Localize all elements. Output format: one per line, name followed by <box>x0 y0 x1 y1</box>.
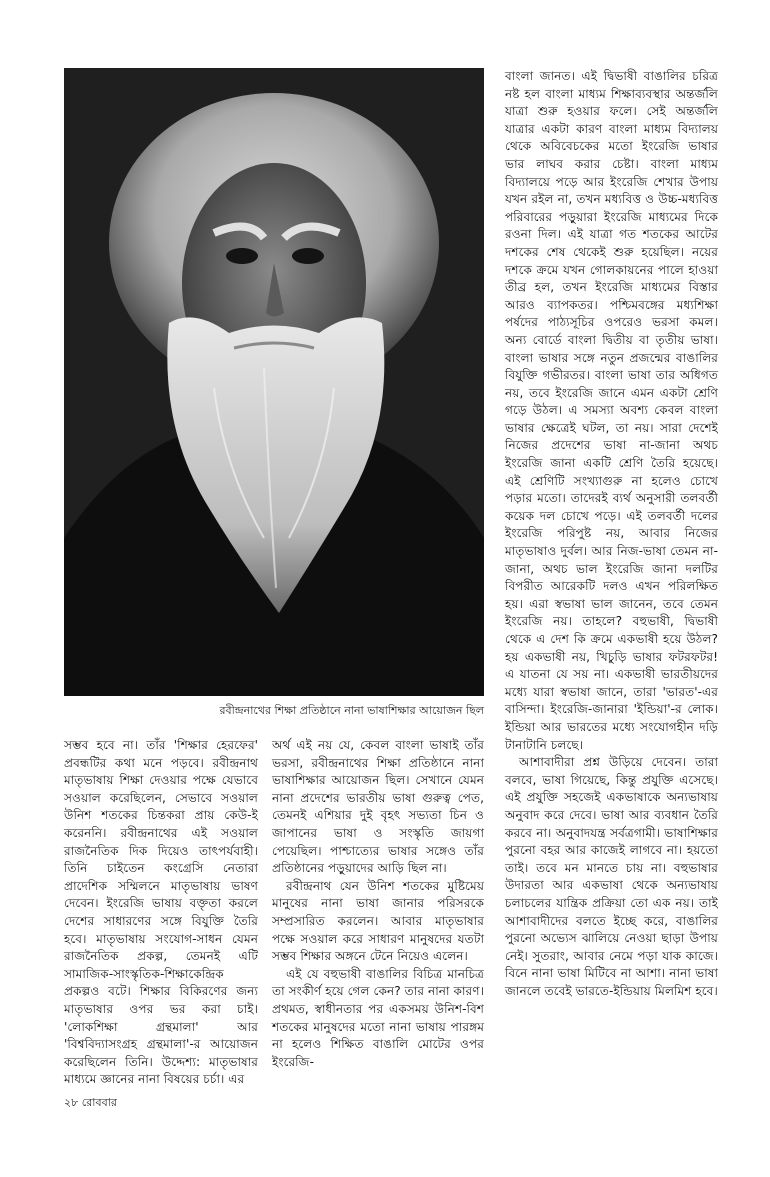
paragraph: সম্ভব হবে না। তাঁর 'শিক্ষার হেরফের' প্রবন্ধটির কথা মনে পড়বে। রবীন্দ্রনাথ মাতৃভাষায় শিক্ষা দেওয়ার পক্ষে যেভাবে সওয়াল করেছিলেন, সেভাবে সওয়াল উনিশ শতকের চিন্তকরা প্রায় কেউ-ই করেননি। রবীন্দ্রনাথের এই সওয়াল রাজনৈতিক দিক দিয়েও তাৎপর্যবাহী। তিনি চাইতেন কংগ্রেসি নেতারা প্রাদেশিক সম্মিলনে মাতৃভাষায় ভাষণ দেবেন। ইংরেজি ভাষায় বক্তৃতা করলে দেশের সাধারণের সঙ্গে বিযুক্তি তৈরি হবে। মাতৃভাষায় সংযোগ-সাধন যেমন রাজনৈতিক প্রকল্প, তেমনই এটি সামাজিক-সাংস্কৃতিক-শিক্ষাকেন্দ্রিক প্রকল্পও বটে। শিক্ষার বিকিরণের জন্য মাতৃভাষার ওপর ভর করা চাই। 'লোকশিক্ষা গ্রন্থমালা' আর 'বিশ্ববিদ্যাসংগ্রহ গ্রন্থমালা'-র আয়োজন করেছিলেন তিনি। উদ্দেশ্য: মাতৃভাষার মাধ্যমে জ্ঞানের নানা বিষয়ের চর্চা। এর <box>64 738 258 1087</box>
portrait-illustration <box>64 68 484 696</box>
paragraph: অর্থ এই নয় যে, কেবল বাংলা ভাষাই তাঁর ভরসা, রবীন্দ্রনাথের শিক্ষা প্রতিষ্ঠানে নানা ভাষাশিক্ষার আয়োজন ছিল। সেখানে যেমন নানা প্রদেশের ভারতীয় ভাষা গুরুত্ব পেত, তেমনই এশিয়ার দুই বৃহৎ সভ্যতা চিন ও জাপানের ভাষা ও সংস্কৃতি জায়গা পেয়েছিল। পাশ্চাত্যের ভাষার সঙ্গেও তাঁর প্রতিষ্ঠানের পড়ুয়াদের আড়ি ছিল না। <box>272 738 484 876</box>
photo-caption: রবীন্দ্রনাথের শিক্ষা প্রতিষ্ঠানে নানা ভাষাশিক্ষার আয়োজন ছিল <box>219 704 484 717</box>
portrait-photo <box>64 68 484 696</box>
paragraph: রবীন্দ্রনাথ যেন উনিশ শতকের মুষ্টিমেয় মানুষের নানা ভাষা জানার পরিসরকে সম্প্রসারিত করলেন। আবার মাতৃভাষার পক্ষে সওয়াল করে সাধারণ মানুষদের যতটা সম্ভব শিক্ষার অঙ্গনে টেনে নিয়েও এলেন। <box>272 878 484 964</box>
article-column-left <box>64 737 258 1089</box>
article-column-right <box>505 68 718 1000</box>
paragraph: বাংলা জানত। এই দ্বিভাষী বাঙালির চরিত্র নষ্ট হল বাংলা মাধ্যম শিক্ষাব্যবস্থার অন্তর্জলি যাত্রা শুরু হওয়ার ফলে। সেই অন্তর্জলি যাত্রার একটা কারণ বাংলা মাধ্যম বিদ্যালয় থেকে অবিবেচকের মতো ইংরেজি ভাষার ভার লাঘব করার চেষ্টা। বাংলা মাধ্যম বিদ্যালয়ে পড়ে আর ইংরেজি শেখার উপায় যখন রইল না, তখন মধ্যবিত্ত ও উচ্চ-মধ্যবিত্ত পরিবারের পড়ুয়ারা ইংরেজি মাধ্যমের দিকে রওনা দিল। এই যাত্রা গত শতকের আটের দশকের শেষ থেকেই শুরু হয়েছিল। নয়ের দশকে ক্রমে যখন গোলকায়নের পালে হাওয়া তীব্র হল, তখন ইংরেজি মাধ্যমের বিস্তার আরও ব্যাপকতর। পশ্চিমবঙ্গের মধ্যশিক্ষা পর্ষদের পাঠ্যসূচির ওপরেও ভরসা কমল। অন্য বোর্ডে বাংলা দ্বিতীয় বা তৃতীয় ভাষা। বাংলা ভাষার সঙ্গে নতুন প্রজন্মের বাঙালির বিযুক্তি গভীরতর। বাংলা ভাষা তার অধিগত নয়, তবে ইংরেজি জানে এমন একটা শ্রেণি গড়ে উঠল। এ সমস্যা অবশ্য কেবল বাংলা ভাষার ক্ষেত্রেই ঘটল, তা নয়। সারা দেশেই নিজের প্রদেশের ভাষা না-জানা অথচ ইংরেজি জানা একটি শ্রেণি তৈরি হয়েছে। এই শ্রেণিটি সংখ্যাগুরু না হলেও চোখে পড়ার মতো। তাদেরই ব্যর্থ অনুসারী তলবর্তী কয়েক দল চোখে পড়ে। এই তলবর্তী দলের ইংরেজি পরিপুষ্ট নয়, আবার নিজের মাতৃভাষাও দুর্বল। আর নিজ-ভাষা তেমন না-জানা, অথচ ভাল ইংরেজি জানা দলটির বিপরীত আরেকটি দলও এখন পরিলক্ষিত হয়। এরা স্বভাষা ভাল জানেন, তবে তেমন ইংরেজি নয়। তাহলে? বহুভাষী, দ্বিভাষী থেকে এ দেশ কি ক্রমে একভাষী হয়ে উঠল? হয় একভাষী নয়, খিচুড়ি ভাষার ফটরফটর! এ যাতনা যে সয় না। একভাষী ভারতীয়দের মধ্যে যারা স্বভাষা জানে, তারা 'ভারত'-এর বাসিন্দা। ইংরেজি-জানারা 'ইন্ডিয়া'-র লোক। ইন্ডিয়া আর ভারতের মধ্যে সংযোগহীন দড়ি টানাটানি চলছে। <box>505 69 718 752</box>
paragraph: এই যে বহুভাষী বাঙালির বিচিত্র মানচিত্র তা সংকীর্ণ হয়ে গেল কেন? তার নানা কারণ। প্রথমত, স্বাধীনতার পর একসময় উনিশ-বিশ শতকের মানুষদের মতো নানা ভাষায় পারঙ্গম না হলেও শিক্ষিত বাঙালি মোটের ওপর ইংরেজি- <box>272 966 484 1069</box>
page-footer: ২৮ রোববার <box>64 1096 117 1109</box>
article-column-middle <box>272 737 484 1071</box>
paragraph: আশাবাদীরা প্রশ্ন উড়িয়ে দেবেন। তারা বলবে, ভাষা গিয়েছে, কিন্তু প্রযুক্তি এসেছে। এই প্রযুক্তি সহজেই একভাষাকে অন্যভাষায় অনুবাদ করে দেবে। ভাষা আর ব্যবধান তৈরি করবে না। অনুবাদযন্ত্র সর্বত্রগামী। ভাষাশিক্ষার পুরনো বহর আর কাজেই লাগবে না। হয়তো তাই। তবে মন মানতে চায় না। বহুভাষার উদারতা আর একভাষা থেকে অন্যভাষায় চলাচলের যান্ত্রিক প্রক্রিয়া তো এক নয়। তাই আশাবাদীদের বলতে ইচ্ছে করে, বাঙালির পুরনো অভ্যেস ঝালিয়ে নেওয়া ছাড়া উপায় নেই। সুতরাং, আবার নেমে পড়া যাক কাজে। বিনে নানা ভাষা মিটিবে না আশা। নানা ভাষা জানলে তবেই ভারতে-ইন্ডিয়ায় মিলমিশ হবে। <box>505 755 718 998</box>
